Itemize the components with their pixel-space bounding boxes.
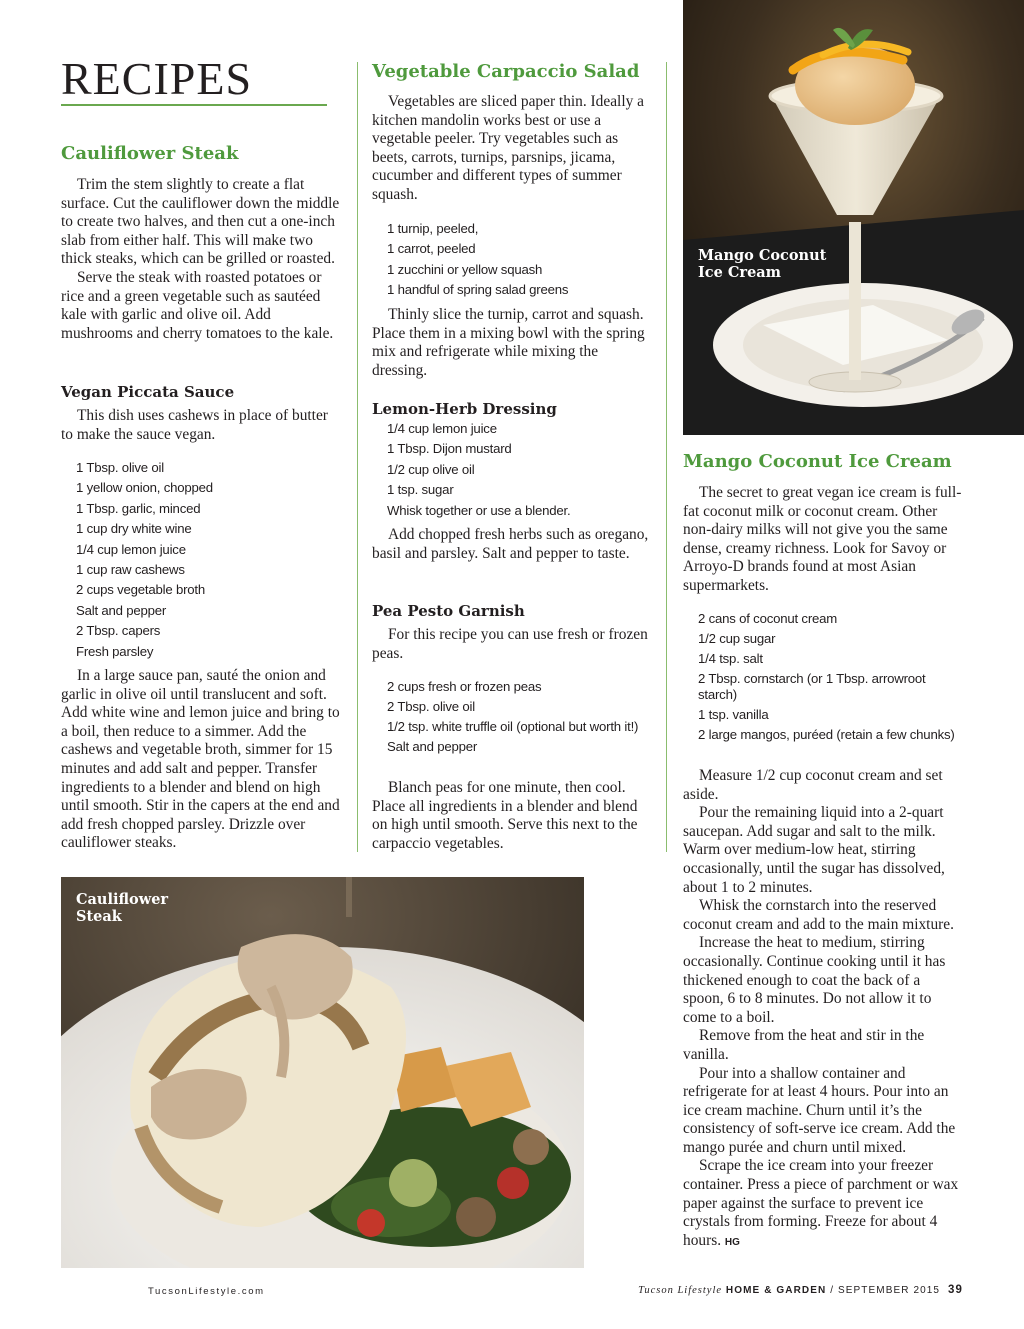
pesto-method: Blanch peas for one minute, then cool. Place all ingredients in a blender and blend on high until smooth. Serve this next to the carpaccio vegetables. <box>372 779 638 852</box>
icecream-intro-block <box>683 484 963 596</box>
icecream-step: Whisk the cornstarch into the reserved coconut cream and add to the main mixture. <box>683 897 954 933</box>
cauliflower-paragraph: Trim the stem slightly to create a flat surface. Cut the cauliflower down the middle to create two halves, and then cut a one-inch slab from either half. This will make two thick steaks, which can be grilled or roasted. <box>61 176 340 268</box>
carpaccio-title: Vegetable Carpaccio Salad <box>372 61 640 82</box>
ingredient-item: 1/2 cup sugar <box>698 631 776 646</box>
dressing-method-block <box>372 526 652 563</box>
cauliflower-title: Cauliflower Steak <box>61 143 239 164</box>
column-divider-left <box>357 62 358 852</box>
icecream-title: Mango Coconut Ice Cream <box>683 451 952 472</box>
ingredient-item: 1/2 cup olive oil <box>387 461 475 477</box>
pesto-ingredients <box>387 679 652 759</box>
carpaccio-intro: Vegetables are sliced paper thin. Ideally a kitchen mandolin works best or use a vegetable peeler. Try vegetables such as beets, carrots, turnips, parsnips, jicama, cucumber and different types of summer squash. <box>372 93 644 203</box>
ingredient-item: 2 cups vegetable broth <box>76 582 206 598</box>
ingredient-item: Fresh parsley <box>76 643 154 659</box>
dressing-title: Lemon-Herb Dressing <box>372 400 557 418</box>
piccata-intro-block <box>61 407 343 444</box>
piccata-ingredients <box>76 458 346 662</box>
cauliflower-method <box>61 176 341 343</box>
ice-cream-illustration <box>683 0 1024 435</box>
cauliflower-paragraph: Serve the steak with roasted potatoes or rice and a green vegetable such as sautéed kale with garlic and olive oil. Add mushrooms and cherry tomatoes to the kale. <box>61 268 334 342</box>
page-number: 39 <box>948 1284 963 1296</box>
ingredient-item: 1/4 tsp. salt <box>698 651 763 666</box>
pesto-intro: For this recipe you can use fresh or frozen peas. <box>372 626 648 662</box>
end-mark: HG <box>724 1236 740 1248</box>
icecream-step <box>683 1157 963 1252</box>
ingredient-item: 1 handful of spring salad greens <box>387 282 569 298</box>
ingredient-item: 1 Tbsp. olive oil <box>76 460 164 475</box>
ingredient-item: 1 tsp. sugar <box>387 482 454 498</box>
ingredient-item: 2 cups fresh or frozen peas <box>387 679 542 694</box>
ingredient-item: 1 zucchini or yellow squash <box>387 261 543 277</box>
column-divider-right <box>666 62 667 852</box>
footer-website: TucsonLifestyle.com <box>148 1286 265 1297</box>
carpaccio-intro-block <box>372 93 652 205</box>
ice-cream-photo <box>683 0 1024 435</box>
piccata-method-block <box>61 667 341 853</box>
icecream-ingredients <box>698 611 963 747</box>
ingredient-item: 2 cans of coconut cream <box>698 611 838 626</box>
ingredient-item: Whisk together or use a blender. <box>387 502 571 518</box>
icecream-step: Pour the remaining liquid into a 2-quart saucepan. Add sugar and salt to the milk. Warm over medium-low heat, stirring occasionally, until the sugar has dissolved, about 1 to 2 minutes. <box>683 804 945 896</box>
ingredient-item: 1 cup raw cashews <box>76 562 185 578</box>
footer-section: HOME & GARDEN <box>725 1285 827 1296</box>
icecream-method <box>683 767 963 1252</box>
ingredient-item: Salt and pepper <box>76 602 167 618</box>
ice-cream-caption: Mango Coconut Ice Cream <box>698 247 827 281</box>
dressing-method: Add chopped fresh herbs such as oregano, basil and parsley. Salt and pepper to taste. <box>372 526 649 562</box>
ingredient-item: 2 Tbsp. capers <box>76 623 161 639</box>
ingredient-item: 2 Tbsp. cornstarch (or 1 Tbsp. arrowroot starch) <box>698 671 926 702</box>
icecream-step: Remove from the heat and stir in the vanilla. <box>683 1027 925 1063</box>
pesto-title: Pea Pesto Garnish <box>372 602 525 620</box>
ingredient-item: 1 cup dry white wine <box>76 521 192 537</box>
piccata-method: In a large sauce pan, sauté the onion and garlic in olive oil until translucent and soft. Add white wine and lemon juice and bring to a boil, then reduce to a simmer. Add the cashews and vegetable broth, simmer for 15 minutes and add salt and pepper. Transfer ingredients to a blender and blend on high until smooth. Stir in the capers at the end and add fresh chopped parsley. Drizzle over cauliflower steaks. <box>61 667 340 852</box>
cauliflower-illustration <box>61 877 584 1268</box>
ingredient-item: Salt and pepper <box>387 739 478 754</box>
cauliflower-caption: Cauliflower Steak <box>76 891 169 925</box>
ingredient-item: 1/4 cup lemon juice <box>76 541 186 557</box>
dressing-ingredients <box>387 419 652 521</box>
icecream-step: Measure 1/2 cup coconut cream and set aside. <box>683 767 943 803</box>
carpaccio-ingredients <box>387 219 652 301</box>
ingredient-item: 1/4 cup lemon juice <box>387 421 497 436</box>
icecream-step-text: Scrape the ice cream into your freezer container. Press a piece of parchment or wax paper against the surface to prevent ice crystals from forming. Freeze for about 4 hours. <box>683 1157 959 1249</box>
ingredient-item: 1 tsp. vanilla <box>698 707 769 722</box>
ingredient-item: 2 Tbsp. olive oil <box>387 699 475 714</box>
ingredient-item: 1 yellow onion, chopped <box>76 480 213 496</box>
footer-magazine: Tucson Lifestyle <box>638 1285 723 1296</box>
icecream-step: Pour into a shallow container and refrigerate for at least 4 hours. Pour into an ice cream machine. Churn until it’s the consistency of soft-serve ice cream. Add the mango purée and churn until mixed. <box>683 1064 956 1156</box>
ingredient-item: 1 Tbsp. Dijon mustard <box>387 441 512 457</box>
pesto-method-block <box>372 779 655 853</box>
ingredient-item: 1 turnip, peeled, <box>387 221 479 236</box>
ingredient-item: 2 large mangos, puréed (retain a few chunks) <box>698 727 955 742</box>
pesto-intro-block <box>372 626 652 663</box>
footer-date: / SEPTEMBER 2015 <box>830 1285 941 1296</box>
piccata-intro: This dish uses cashews in place of butter to make the sauce vegan. <box>61 407 328 443</box>
page-title: RECIPES <box>61 53 253 104</box>
footer-folio <box>638 1284 963 1296</box>
ingredient-item: 1 Tbsp. garlic, minced <box>76 500 201 516</box>
ingredient-item: 1 carrot, peeled <box>387 241 476 257</box>
title-rule <box>61 104 327 106</box>
ingredient-item: 1/2 tsp. white truffle oil (optional but worth it!) <box>387 719 639 734</box>
cauliflower-photo <box>61 877 584 1268</box>
piccata-title: Vegan Piccata Sauce <box>61 383 235 401</box>
carpaccio-method-block <box>372 306 652 380</box>
icecream-intro: The secret to great vegan ice cream is full-fat coconut milk or coconut cream. Other non-dairy milks will not give you the same dense, creamy richness. Look for Savoy or Arroyo-D brands found at most Asian supermarkets. <box>683 484 962 594</box>
icecream-step: Increase the heat to medium, stirring occasionally. Continue cooking until it has thickened enough to coat the back of a spoon, 6 to 8 minutes. Do not allow it to come to a boil. <box>683 934 946 1026</box>
carpaccio-method: Thinly slice the turnip, carrot and squash. Place them in a mixing bowl with the spring mix and refrigerate while mixing the dressing. <box>372 306 645 379</box>
